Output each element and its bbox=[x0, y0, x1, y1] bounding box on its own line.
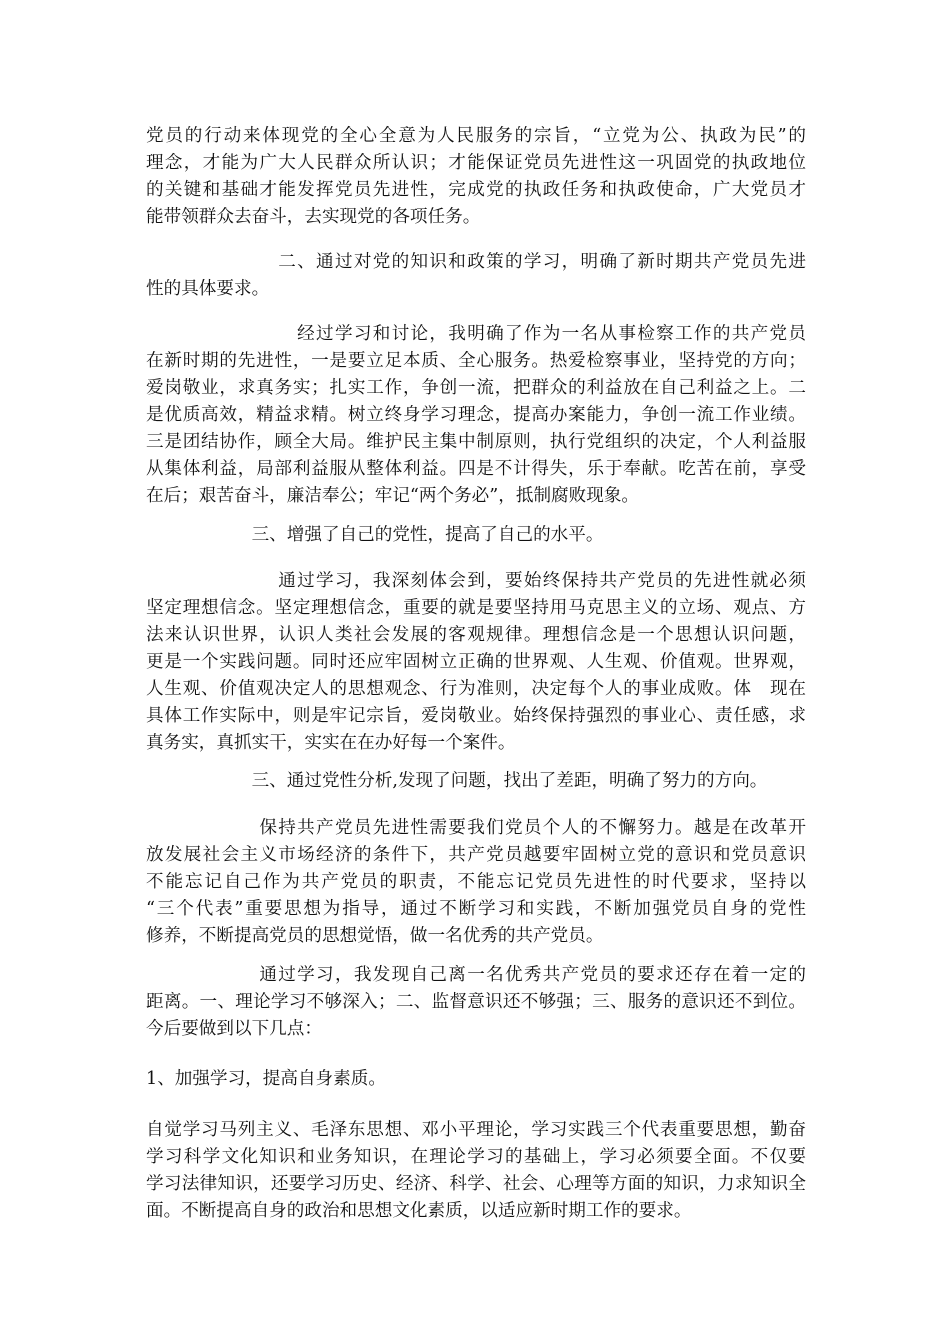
text-line: 在新时期的先进性，一是要立足本质、全心服务。热爱检察事业，坚持党的方向； bbox=[146, 351, 806, 371]
text-line: 坚定理想信念。坚定理想信念，重要的就是要坚持用马克思主义的立场、观点、方 bbox=[146, 598, 806, 618]
paragraph-5 bbox=[146, 568, 806, 757]
text-line: 不能忘记自己作为共产党员的职责，不能忘记党员先进性的时代要求，坚持以 bbox=[146, 872, 806, 892]
paragraph-9-heading bbox=[146, 1066, 806, 1093]
text-line: 人生观、价值观决定人的思想观念、行为准则，决定每个人的事业成败。体 现在 bbox=[146, 679, 806, 699]
text-line: 三是团结协作，顾全大局。维护民主集中制原则，执行党组织的决定，个人利益服 bbox=[146, 432, 806, 452]
text-line: 保持共产党员先进性需要我们党员个人的不懈努力。越是在改革开 bbox=[146, 818, 806, 838]
text-line: 的关键和基础才能发挥党员先进性，完成党的执政任务和执政使命，广大党员才 bbox=[146, 180, 806, 200]
text-line: 放发展社会主义市场经济的条件下，共产党员越要牢固树立党的意识和党员意识 bbox=[146, 845, 806, 865]
text-line: 经过学习和讨论，我明确了作为一名从事检察工作的共产党员 bbox=[146, 324, 806, 344]
text-line: 修养，不断提高党员的思想觉悟，做一名优秀的共产党员。 bbox=[146, 926, 604, 946]
text-line: 距离。一、理论学习不够深入；二、监督意识还不够强；三、服务的意识还不到位。 bbox=[146, 992, 806, 1012]
text-line: 党员的行动来体现党的全心全意为人民服务的宗旨，“立党为公、执政为民”的 bbox=[146, 126, 806, 146]
text-line: 三、通过党性分析,发现了问题，找出了差距，明确了努力的方向。 bbox=[146, 771, 768, 791]
text-line: 1、加强学习，提高自身素质。 bbox=[146, 1069, 386, 1089]
text-line: 通过学习，我深刻体会到，要始终保持共产党员的先进性就必须 bbox=[146, 571, 806, 591]
paragraph-6-heading bbox=[146, 768, 806, 795]
text-line: 今后要做到以下几点： bbox=[146, 1019, 322, 1039]
text-line: 学习法律知识，还要学习历史、经济、科学、社会、心理等方面的知识，力求知识全 bbox=[146, 1174, 806, 1194]
paragraph-7 bbox=[146, 815, 806, 950]
paragraph-2-heading bbox=[146, 249, 806, 303]
text-line: 二、通过对党的知识和政策的学习，明确了新时期共产党员先进 bbox=[146, 252, 806, 272]
paragraph-10 bbox=[146, 1117, 806, 1225]
text-line: 性的具体要求。 bbox=[146, 279, 270, 299]
text-line: 更是一个实践问题。同时还应牢固树立正确的世界观、人生观、价值观。世界观， bbox=[146, 652, 806, 672]
text-line: 真务实，真抓实干，实实在在办好每一个案件。 bbox=[146, 733, 516, 753]
text-line: 爱岗敬业，求真务实；扎实工作，争创一流，把群众的利益放在自己利益之上。二 bbox=[146, 378, 806, 398]
paragraph-8 bbox=[146, 962, 806, 1043]
text-line: “三个代表”重要思想为指导，通过不断学习和实践，不断加强党员自身的党性 bbox=[146, 899, 806, 919]
paragraph-1 bbox=[146, 123, 806, 231]
text-line: 面。不断提高自身的政治和思想文化素质，以适应新时期工作的要求。 bbox=[146, 1201, 692, 1221]
text-line: 具体工作实际中，则是牢记宗旨，爱岗敬业。始终保持强烈的事业心、责任感，求 bbox=[146, 706, 806, 726]
text-line: 通过学习，我发现自己离一名优秀共产党员的要求还存在着一定的 bbox=[146, 965, 806, 985]
text-line: 在后；艰苦奋斗，廉洁奉公；牢记“两个务必”，抵制腐败现象。 bbox=[146, 486, 640, 506]
paragraph-4-heading bbox=[146, 522, 806, 549]
text-line: 从集体利益，局部利益服从整体利益。四是不计得失，乐于奉献。吃苦在前，享受 bbox=[146, 459, 806, 479]
paragraph-3 bbox=[146, 321, 806, 510]
text-line: 三、增强了自己的党性，提高了自己的水平。 bbox=[146, 525, 604, 545]
text-line: 学习科学文化知识和业务知识，在理论学习的基础上，学习必须要全面。不仅要 bbox=[146, 1147, 806, 1167]
text-line: 理念，才能为广大人民群众所认识；才能保证党员先进性这一巩固党的执政地位 bbox=[146, 153, 806, 173]
text-line: 是优质高效，精益求精。树立终身学习理念，提高办案能力，争创一流工作业绩。 bbox=[146, 405, 806, 425]
text-line: 自觉学习马列主义、毛泽东思想、邓小平理论，学习实践三个代表重要思想，勤奋 bbox=[146, 1120, 806, 1140]
text-line: 法来认识世界，认识人类社会发展的客观规律。理想信念是一个思想认识问题， bbox=[146, 625, 806, 645]
text-line: 能带领群众去奋斗，去实现党的各项任务。 bbox=[146, 207, 481, 227]
